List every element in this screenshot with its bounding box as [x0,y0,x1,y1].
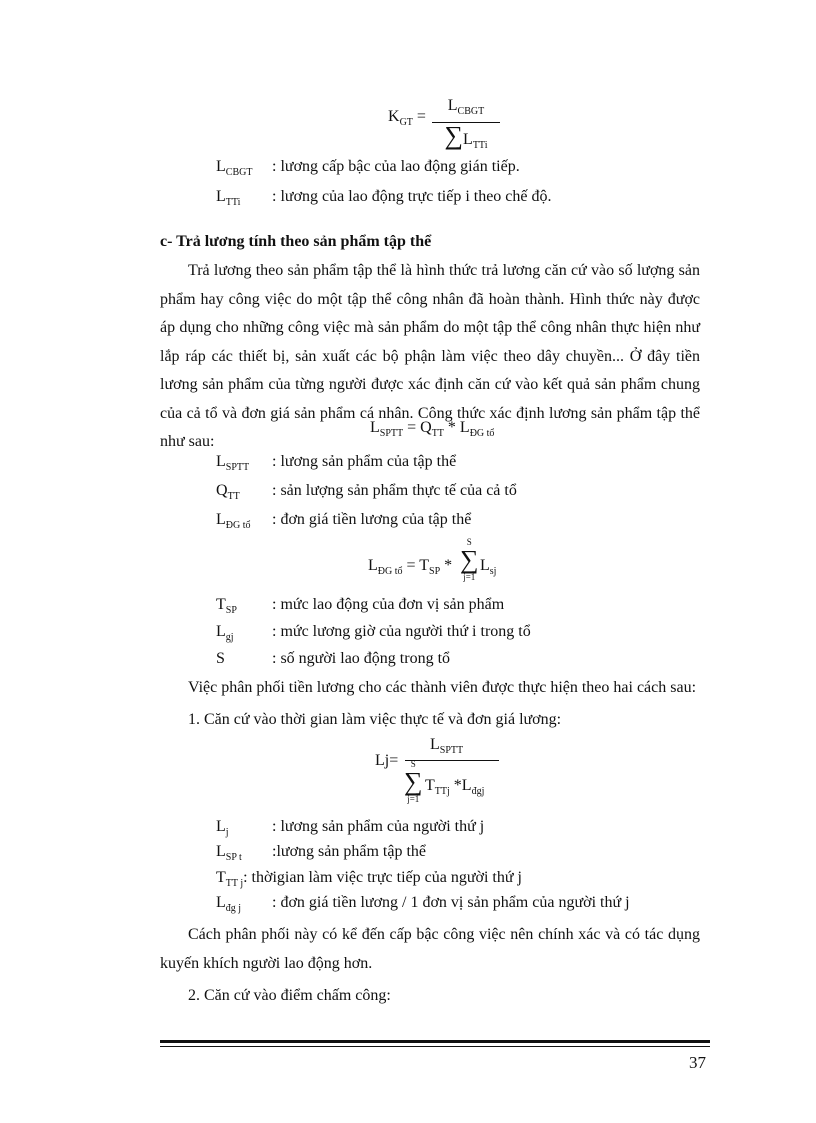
def-ltti-desc: : lương của lao động trực tiếp i theo chế độ. [272,188,552,205]
section-heading: c- Trả lương tính theo sản phẩm tập thể [160,233,432,250]
def-lj-symbol: $L_j$ [216,818,229,838]
def-ltti-symbol: $L_{TTi}$ [216,188,241,208]
def-tsp-desc: : mức lao động của đơn vị sản phẩm [272,596,505,613]
formula-lj-numerator: $L_{SPTT}$ [430,736,464,756]
def-ldg-desc: : đơn giá tiền lương / 1 đơn vị sản phẩm của người thứ j [272,894,630,911]
formula-kgt-lhs [388,107,426,133]
kgt-symbol: K [388,108,400,125]
list-item-2: 2. Căn cứ vào điểm chấm công: [188,987,391,1004]
sum-upper-limit: S [466,537,472,547]
def-ttt-row: $T_{TT j}$: thờigian làm việc trực tiếp của người thứ j [216,869,522,889]
def-ldg-symbol: $L_{đg j}$ [216,894,242,914]
def-lcbgt-symbol: $L_{CBGT}$ [216,158,253,178]
formula-lj-lhs: Lj= [375,752,399,769]
def-lcbgt-desc: : lương cấp bậc của lao động gián tiếp. [272,158,520,175]
page-number: 37 [689,1053,706,1072]
sum-sigma: ∑ [460,545,479,574]
def-qtt-desc: : sản lượng sản phẩm thực tế của cả tổ [272,482,517,499]
list-item-1: 1. Căn cứ vào thời gian làm việc thực tế và đơn giá lương: [188,711,562,728]
def-lspt-symbol: $L_{SP t}$ [216,843,242,863]
kgt-subscript: GT [399,117,413,128]
def-tsp-symbol: $T_{SP}$ [216,596,237,616]
formula-lsptt: $L_{SPTT} = Q_{TT} * L_{ĐG tổ}$ [370,419,495,439]
def-lspt-desc: :lương sản phẩm tập thể [272,843,426,860]
kgt-numerator: $L_{CBGT}$ [447,97,485,117]
formula-lj-denominator: $T_{TTj}$ $*L_{đgj}$ [425,777,485,797]
formula-ldgto-sum [460,538,479,582]
def-lgj-symbol: $L_{gj}$ [216,623,234,643]
def-s-desc: : số người lao động trong tổ [272,650,451,667]
paragraph-distribution: Việc phân phối tiền lương cho các thành viên được thực hiện theo hai cách sau: [188,679,697,696]
paragraph-method1-note: Cách phân phối này có kể đến cấp bậc công việc nên chính xác và có tác dụng kuyến khích người lao động hơn. [160,926,700,972]
def-lgj-desc: : mức lương giờ của người thứ i trong tổ [272,623,531,640]
formula-ldgto-lhs: $L_{ĐG tổ} = T_{SP}$ * [368,557,453,577]
lj-sum-lower: j=1 [407,794,420,804]
lj-sum-upper: S [410,759,416,769]
formula-ldgto-rhs: $L_{sj}$ [480,557,497,577]
formula-kgt-fraction [432,96,500,151]
footer-rule-thin [160,1046,710,1047]
kgt-equals: = [416,108,426,125]
paragraph-collective-pay: Trả lương theo sản phẩm tập thể là hình thức trả lương căn cứ vào số lượng sản phẩm hay công việc do một tập thể công nhân đã hoàn thành. Hình thức này được áp dụng cho những công việc mà sản phẩm do một tập thể công nhân thực hiện như lắp ráp các thiết bị, sản xuất các bộ phận làm việc theo dây chuyền... Ở đây tiền lương sản phẩm của từng người được xác định căn cứ vào kết quả sản phẩm chung của cả tổ và đơn giá sản phẩm cá nhân. Công thức xác định lương sản phẩm tập thể như sau: [160,262,700,450]
sum-lower-limit: j=1 [463,572,476,582]
lj-sum-sigma: ∑ [404,767,423,796]
footer-rule-thick [160,1040,710,1043]
def-qtt-symbol: $Q_{TT}$ [216,482,240,502]
kgt-denominator: $\sum L_{TTi}$ [444,121,488,151]
def-lj-desc: : lương sản phẩm của người thứ j [272,818,485,835]
def-s-symbol: S [216,650,225,667]
def-ldgto-desc: : đơn giá tiền lương của tập thể [272,511,472,528]
def-lsptt-symbol: $L_{SPTT}$ [216,453,250,473]
formula-lj-sum [404,760,423,804]
def-lsptt-desc: : lương sản phẩm của tập thể [272,453,457,470]
def-ldgto-symbol: $L_{ĐG tổ}$ [216,511,251,531]
